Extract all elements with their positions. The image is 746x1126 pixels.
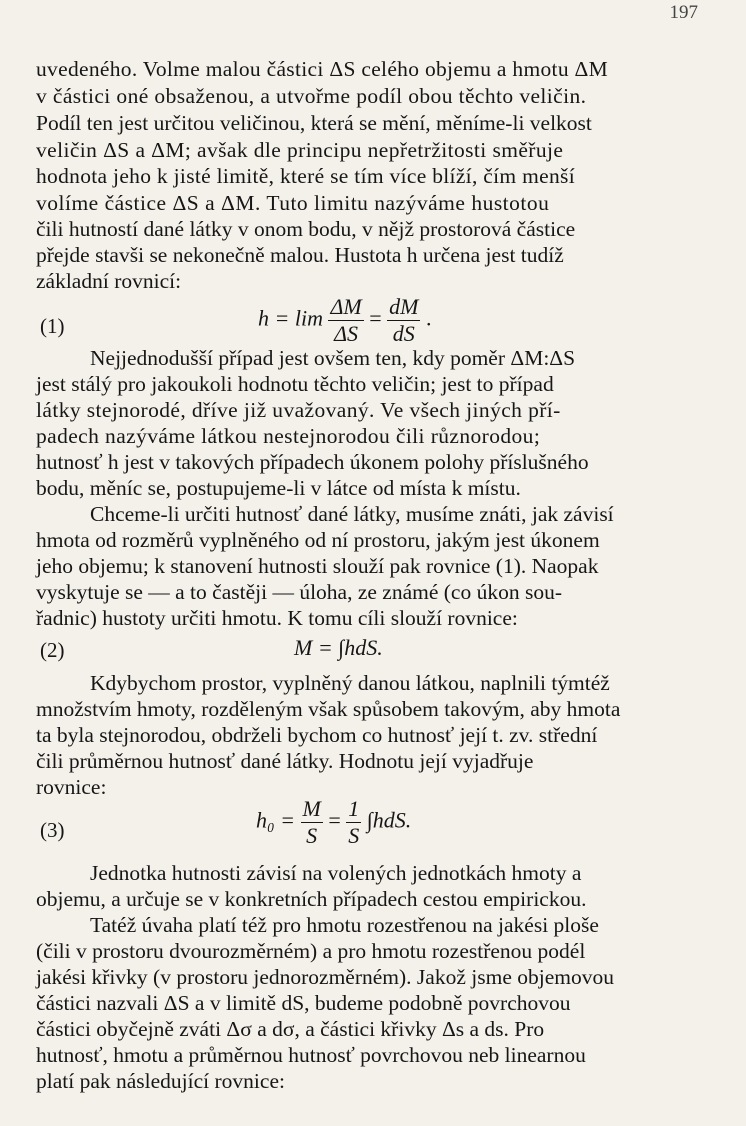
text-line: hutnosť h jest v takových případech úkonem polohy příslušného: [36, 450, 589, 474]
fraction: [301, 796, 323, 849]
text-line: hodnota jeho k jisté limitě, které se tím více blíží, čím menší: [36, 164, 575, 188]
text-line: ta byla stejnorodou, obdrželi bychom co hutnosť její t. zv. střední: [36, 723, 598, 747]
text-line: vyskytuje se — a to častěji — úloha, ze známé (co úkon sou-: [36, 580, 563, 604]
equals-sign: =: [328, 807, 341, 833]
page-number: 197: [669, 2, 698, 23]
numerator: M: [302, 796, 321, 821]
text-line: uvedeného. Volme malou částici ΔS celého objemu a hmotu ΔM: [36, 57, 609, 81]
fraction: [387, 294, 420, 347]
text-line: přejde stavši se nekonečně malou. Hustota h určena jest tudíž: [36, 243, 564, 267]
text-line: základní rovnicí:: [36, 269, 182, 293]
text-line: částici nazvali ΔS a v limitě dS, budeme podobně povrchovou: [36, 991, 571, 1015]
text-line: látky stejnorodé, dříve již uvažovaný. Ve všech jiných pří-: [36, 398, 561, 422]
text-line: padech nazýváme látkou nestejnorodou čili různorodou;: [36, 424, 541, 448]
denominator: S: [348, 823, 360, 848]
text-line: hutnosť, hmotu a průměrnou hutnosť povrchovou neb linearnou: [36, 1043, 586, 1067]
text-line: veličin ΔS a ΔM; avšak dle principu nepřetržitosti směřuje: [36, 138, 564, 162]
equation-2: M = ∫hdS.: [294, 635, 383, 660]
text-line: jest stálý pro jakoukoli hodnotu těchto veličin; jest to případ: [36, 372, 554, 396]
text-line: Tatéž úvaha platí též pro hmotu rozestřenou na jakési ploše: [90, 913, 599, 937]
denominator: dS: [387, 320, 420, 347]
eq-lhs: h₀ =: [256, 807, 295, 833]
text-line: rovnice:: [36, 775, 107, 799]
equation-number: (2): [40, 638, 65, 662]
denominator: ΔS: [328, 320, 363, 347]
text-line: v částici oné obsaženou, a utvořme podíl obou těchto veličin.: [36, 84, 587, 108]
denominator: S: [301, 822, 323, 849]
text-line: Chceme-li určiti hutnosť dané látky, musíme znáti, jak závisí: [90, 502, 614, 526]
numerator: dM: [389, 294, 419, 319]
text-line: Podíl ten jest určitou veličinou, která se mění, měníme-li velkost: [36, 111, 592, 135]
text-line: bodu, měníc se, postupujeme-li v látce od místa k místu.: [36, 476, 521, 500]
text-line: (čili v prostoru dvourozměrném) a pro hmotu rozestřenou podél: [36, 939, 586, 963]
eq-lhs: h = lim: [258, 305, 323, 331]
integral: ∫hdS.: [366, 807, 412, 833]
text-line: volíme částice ΔS a ΔM. Tuto limitu nazýváme hustotou: [36, 191, 550, 215]
text-line: jeho objemu; k stanovení hutnosti slouží pak rovnice (1). Naopak: [36, 554, 599, 578]
equation-number: (3): [40, 818, 65, 842]
numerator: 1: [348, 796, 360, 821]
text-line: Nejjednodušší případ jest ovšem ten, kdy poměr ΔM:ΔS: [90, 346, 576, 370]
text-line: Kdybychom prostor, vyplněný danou látkou, naplnili týmtéž: [90, 671, 610, 695]
text-line: objemu, a určuje se v konkretních případech cestou empirickou.: [36, 887, 587, 911]
fraction: [328, 294, 363, 347]
text-line: množstvím hmoty, rozděleným však spůsobem takovým, aby hmota: [36, 697, 621, 721]
text-line: čili průměrnou hutnosť dané látky. Hodnotu její vyjadřuje: [36, 749, 534, 773]
period: .: [425, 305, 432, 331]
equation-3: [256, 796, 411, 849]
text-line: jakési křivky (v prostoru jednorozměrném). Jakož jsme objemovou: [36, 965, 614, 989]
numerator: ΔM: [330, 294, 362, 319]
text-line: platí pak následující rovnice:: [36, 1069, 285, 1093]
fraction: [346, 796, 361, 849]
text-line: částici obyčejně zváti Δσ a dσ, a částici křivky Δs a ds. Pro: [36, 1017, 545, 1041]
text-line: řadnic) hustoty určiti hmotu. K tomu cíli slouží rovnice:: [36, 606, 518, 630]
equation-number: (1): [40, 314, 65, 338]
text-line: hmota od rozměrů vyplněného od ní prostoru, jakým jest úkonem: [36, 528, 600, 552]
equation-1: [258, 294, 431, 347]
equals-sign: =: [369, 305, 382, 331]
text-line: Jednotka hutnosti závisí na volených jednotkách hmoty a: [90, 861, 582, 885]
text-line: čili hutností dané látky v onom bodu, v nějž prostorová částice: [36, 217, 576, 241]
